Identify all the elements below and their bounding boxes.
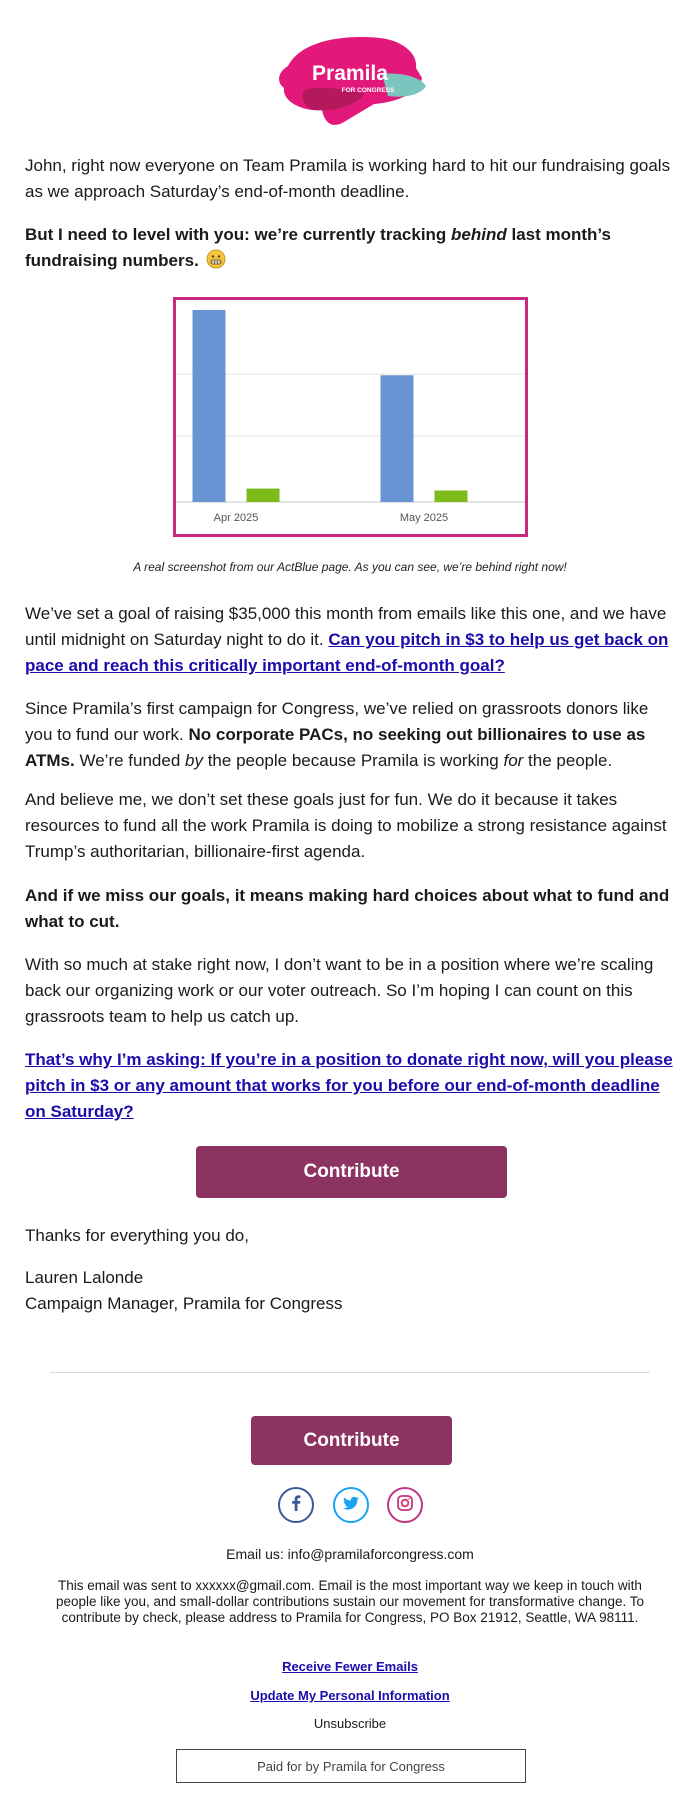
text-bold: No corporate PACs, no seeking out billionaires to use as ATMs. (25, 725, 646, 770)
update-info-link[interactable]: Update My Personal Information (250, 1688, 450, 1703)
instagram-icon (395, 1493, 415, 1518)
paragraph-grassroots (25, 696, 675, 774)
footer-fewer-emails (50, 1658, 650, 1675)
chart-caption: A real screenshot from our ActBlue page. As you can see, we’re behind right now! (133, 560, 567, 574)
text: We’re funded (74, 751, 186, 770)
instagram-link[interactable] (387, 1487, 423, 1523)
paragraph-goal (25, 601, 675, 679)
text: last month’s fundraising numbers. (25, 225, 611, 270)
paragraph-behind (25, 222, 675, 274)
facebook-icon (286, 1493, 306, 1518)
text-emphasis: for (503, 751, 524, 770)
text: the people because Pramila is working (202, 751, 504, 770)
footer-contribute-button[interactable]: Contribute (251, 1416, 452, 1465)
unsubscribe-link[interactable]: Unsubscribe (313, 1716, 387, 1731)
contribute-button[interactable]: Contribute (196, 1146, 507, 1198)
pitch-in-link[interactable]: Can you pitch in $3 to help us get back on pace and reach this critically important end-of-month goal? (25, 630, 669, 675)
text: But I need to level with you: we’re currently tracking (25, 225, 452, 244)
paragraph-miss-goals: And if we miss our goals, it means making hard choices about what to fund and what to cut. (25, 886, 670, 931)
paid-for-disclaimer: Paid for by Pramila for Congress (176, 1749, 526, 1783)
text-emphasis: by (185, 751, 203, 770)
footer-update-info (50, 1687, 650, 1704)
grimace-emoji-icon (206, 249, 226, 269)
chart-bar (193, 310, 226, 502)
text: We’ve set a goal of raising $35,000 this month from emails like this one, and we have until midnight on Saturday night to do it. (25, 604, 667, 649)
footer-email: Email us: info@pramilaforcongress.com (226, 1546, 474, 1562)
logo-wordmark: Pramila (312, 62, 388, 85)
paragraph-stakes: With so much at stake right now, I don’t want to be in a position where we’re scaling back our organizing work or our voter outreach. So I’m hoping I can count on this grassroots team to help us catch up. (25, 955, 654, 1026)
footer-legal: This email was sent to xxxxxx@gmail.com. Email is the most important way we keep in touch with people like you, and small-dollar contributions sustain our movement for transformative change. To contribute by check, please address to Pramila for Congress, PO Box 21912, Seattle, WA 98111. (55, 1578, 645, 1625)
twitter-icon (341, 1493, 361, 1518)
text-emphasis: behind (451, 225, 507, 244)
text: the people. (523, 751, 613, 770)
donate-ask-link[interactable]: That’s why I’m asking: If you’re in a position to donate right now, will you please pitch in $3 or any amount that works for you before our end-of-month deadline on Saturday? (25, 1050, 673, 1121)
x-tick-label: Apr 2025 (213, 512, 259, 524)
chart-bar (247, 489, 280, 502)
paragraph-intro: John, right now everyone on Team Pramila is working hard to hit our fundraising goals as we approach Saturday’s end-of-month deadline. (25, 156, 671, 201)
signoff: Thanks for everything you do, (25, 1226, 249, 1245)
signature-title: Campaign Manager, Pramila for Congress (25, 1294, 343, 1313)
fundraising-chart (173, 297, 528, 537)
paragraph-believe-me: And believe me, we don’t set these goals just for fun. We do it because it takes resources to fund all the work Pramila is doing to mobilize a strong resistance against Trump’s authoritarian, billionaire-first agenda. (25, 790, 667, 861)
x-tick-label: May 2025 (399, 512, 449, 524)
text: Since Pramila’s first campaign for Congress, we’ve relied on grassroots donors like you to fund our work. (25, 699, 649, 744)
facebook-link[interactable] (278, 1487, 314, 1523)
chart-bar (435, 490, 468, 502)
chart-svg (176, 300, 525, 534)
footer-divider (50, 1372, 650, 1373)
pramila-logo (270, 28, 430, 132)
receive-fewer-emails-link[interactable]: Receive Fewer Emails (282, 1659, 418, 1674)
signature-name: Lauren Lalonde (25, 1268, 144, 1287)
paragraph-ask (25, 1047, 675, 1125)
chart-bar (381, 375, 414, 502)
logo-subtitle: FOR CONGRESS (341, 87, 395, 94)
twitter-link[interactable] (333, 1487, 369, 1523)
